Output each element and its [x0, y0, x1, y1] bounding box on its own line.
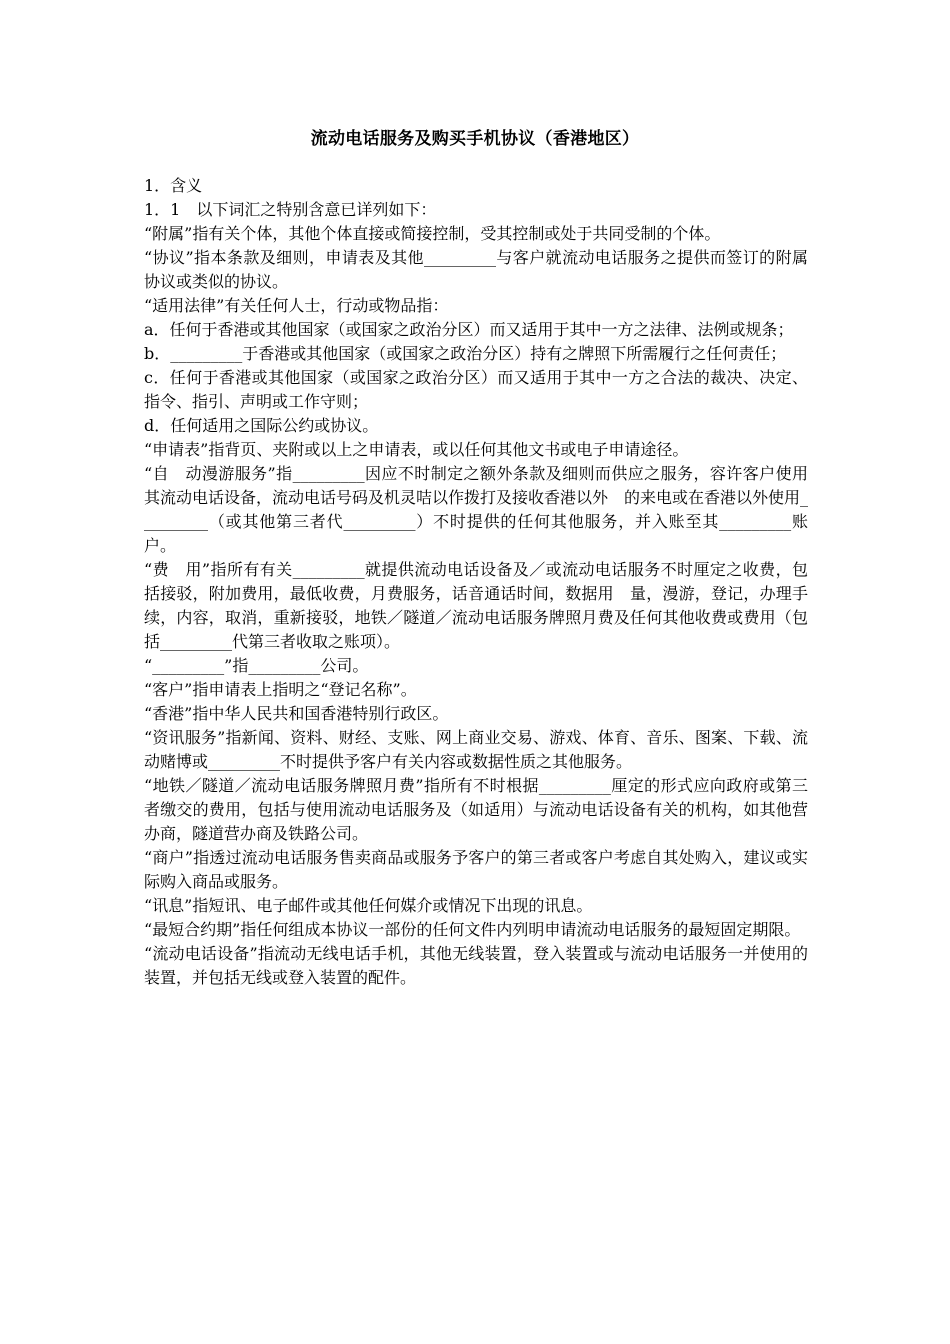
document-body [144, 174, 808, 990]
definition-paragraph: “适用法律”有关任何人士，行动或物品指： [144, 296, 449, 315]
definition-paragraph: “费 用”指所有有关_________就提供流动电话设备及／或流动电话服务不时厘定之收费，包括接驳，附加费用，最低收费，月费服务，话音通话时间，数据用 量，漫游，登记，办理手续，内容，取消，重新接驳，地铁／隧道／流动电话服务牌照月费及任何其他收费或费用（包括_________代第三者收取之账项）。 [144, 560, 808, 651]
definition-paragraph: “香港”指中华人民共和国香港特别行政区。 [144, 704, 449, 723]
definition-paragraph: “_________”指_________公司。 [144, 656, 369, 675]
list-item: c．任何于香港或其他国家（或国家之政治分区）而又适用于其中一方之合法的裁决、决定、指令、指引、声明或工作守则； [144, 368, 808, 411]
definition-paragraph: “附属”指有关个体，其他个体直接或简接控制，受其控制或处于共同受制的个体。 [144, 224, 721, 243]
section-heading: 1．含义 [144, 176, 203, 195]
list-item: b．_________于香港或其他国家（或国家之政治分区）持有之牌照下所需履行之任何责任； [144, 344, 787, 363]
definition-paragraph: “商户”指透过流动电话服务售卖商品或服务予客户的第三者或客户考虑自其处购入，建议或实际购入商品或服务。 [144, 848, 808, 891]
definition-paragraph: “自 动漫游服务”指_________因应不时制定之额外条款及细则而供应之服务，容许客户使用其流动电话设备，流动电话号码及机灵咭以作拨打及接收香港以外 的来电或在香港以外使用_________（或其他第三者代_________）不时提供的任何其他服务，并入账至其_________账户。 [144, 464, 809, 555]
clause-heading: 1．1 以下词汇之特别含意已详列如下： [144, 200, 437, 219]
definition-paragraph: “资讯服务”指新闻、资料、财经、支账、网上商业交易、游戏、体育、音乐、图案、下载、流动赌博或_________不时提供予客户有关内容或数据性质之其他服务。 [144, 728, 808, 771]
definition-paragraph: “协议”指本条款及细则，申请表及其他_________与客户就流动电话服务之提供而签订的附属协议或类似的协议。 [144, 248, 808, 291]
definition-paragraph: “申请表”指背页、夹附或以上之申请表，或以任何其他文书或电子申请途径。 [144, 440, 689, 459]
definition-paragraph: “讯息”指短讯、电子邮件或其他任何媒介或情况下出现的讯息。 [144, 896, 593, 915]
list-item: d．任何适用之国际公约或协议。 [144, 416, 379, 435]
list-item: a．任何于香港或其他国家（或国家之政治分区）而又适用于其中一方之法律、法例或规条； [144, 320, 794, 339]
definition-paragraph: “流动电话设备”指流动无线电话手机，其他无线装置，登入装置或与流动电话服务一并使用的装置，并包括无线或登入装置的配件。 [144, 944, 808, 987]
document-title: 流动电话服务及购买手机协议（香港地区） [310, 129, 640, 149]
definition-paragraph: “客户”指申请表上指明之“登记名称”。 [144, 680, 417, 699]
definition-paragraph: “最短合约期”指任何组成本协议一部份的任何文件内列明申请流动电话服务的最短固定期限。 [144, 920, 801, 939]
definition-paragraph: “地铁／隧道／流动电话服务牌照月费”指所有不时根据_________厘定的形式应向政府或第三者缴交的费用，包括与使用流动电话服务及（如适用）与流动电话设备有关的机构，如其他营办商，隧道营办商及铁路公司。 [144, 776, 808, 843]
